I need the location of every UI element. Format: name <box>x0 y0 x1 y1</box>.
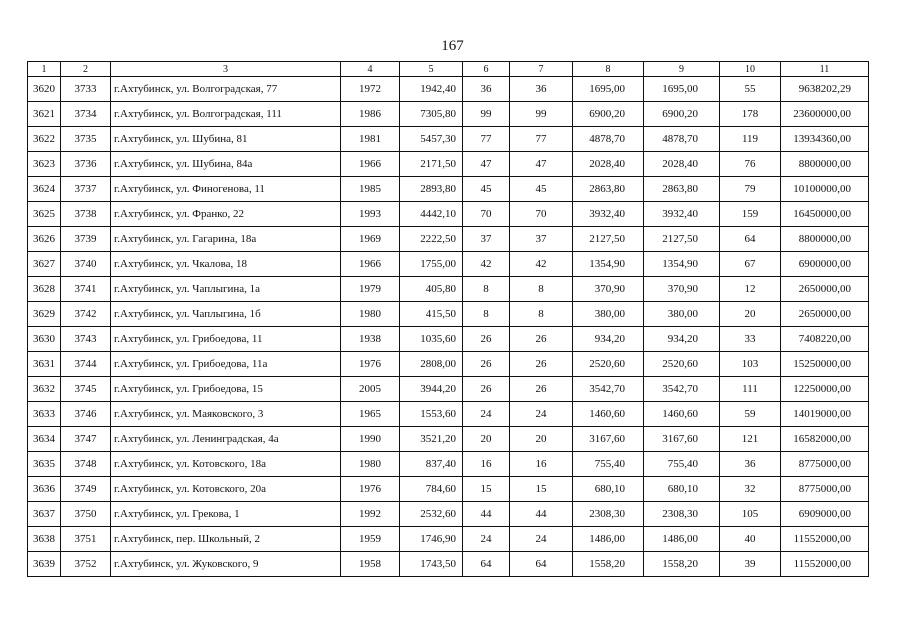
table-cell-col-8: 370,90 <box>573 277 644 302</box>
table-cell-col-5: 1755,00 <box>400 252 463 277</box>
table-cell-col-8: 680,10 <box>573 477 644 502</box>
table-cell-col-7: 44 <box>510 502 573 527</box>
table-cell-col-5: 1743,50 <box>400 552 463 577</box>
table-row <box>28 227 869 252</box>
table-row <box>28 327 869 352</box>
column-header-10: 10 <box>720 62 781 77</box>
table-row <box>28 202 869 227</box>
column-header-8: 8 <box>573 62 644 77</box>
table-cell-col-3: г.Ахтубинск, ул. Волгоградская, 111 <box>111 102 341 127</box>
table-cell-col-9: 934,20 <box>644 327 720 352</box>
table-cell-col-1: 3635 <box>28 452 61 477</box>
table-cell-col-7: 45 <box>510 177 573 202</box>
table-cell-col-8: 3932,40 <box>573 202 644 227</box>
table-cell-col-10: 12 <box>720 277 781 302</box>
table-cell-col-9: 1486,00 <box>644 527 720 552</box>
table-cell-col-7: 37 <box>510 227 573 252</box>
table-cell-col-2: 3737 <box>61 177 111 202</box>
table-cell-col-4: 1972 <box>341 77 400 102</box>
table-cell-col-2: 3748 <box>61 452 111 477</box>
table-cell-col-4: 1990 <box>341 427 400 452</box>
table-cell-col-11: 15250000,00 <box>781 352 869 377</box>
table-cell-col-7: 24 <box>510 527 573 552</box>
table-row <box>28 277 869 302</box>
table-cell-col-9: 1558,20 <box>644 552 720 577</box>
table-cell-col-5: 837,40 <box>400 452 463 477</box>
table-cell-col-3: г.Ахтубинск, ул. Чаплыгина, 1б <box>111 302 341 327</box>
column-header-9: 9 <box>644 62 720 77</box>
table-cell-col-1: 3639 <box>28 552 61 577</box>
table-cell-col-9: 2127,50 <box>644 227 720 252</box>
table-row <box>28 127 869 152</box>
table-row <box>28 152 869 177</box>
table-cell-col-5: 415,50 <box>400 302 463 327</box>
table-cell-col-1: 3625 <box>28 202 61 227</box>
table-cell-col-11: 8775000,00 <box>781 477 869 502</box>
table-cell-col-8: 4878,70 <box>573 127 644 152</box>
table-cell-col-5: 1746,90 <box>400 527 463 552</box>
table-cell-col-3: г.Ахтубинск, ул. Чкалова, 18 <box>111 252 341 277</box>
table-cell-col-3: г.Ахтубинск, ул. Шубина, 84а <box>111 152 341 177</box>
table-cell-col-4: 1976 <box>341 352 400 377</box>
table-cell-col-3: г.Ахтубинск, ул. Ленинградская, 4а <box>111 427 341 452</box>
table-cell-col-2: 3743 <box>61 327 111 352</box>
table-cell-col-8: 2520,60 <box>573 352 644 377</box>
table-cell-col-6: 45 <box>463 177 510 202</box>
table-cell-col-4: 1965 <box>341 402 400 427</box>
table-cell-col-9: 380,00 <box>644 302 720 327</box>
table-row <box>28 102 869 127</box>
table-cell-col-11: 12250000,00 <box>781 377 869 402</box>
table-cell-col-7: 26 <box>510 352 573 377</box>
table-cell-col-5: 2893,80 <box>400 177 463 202</box>
table-cell-col-10: 105 <box>720 502 781 527</box>
table-cell-col-11: 6900000,00 <box>781 252 869 277</box>
table-cell-col-8: 2127,50 <box>573 227 644 252</box>
table-cell-col-10: 178 <box>720 102 781 127</box>
table-cell-col-4: 1981 <box>341 127 400 152</box>
table-cell-col-7: 77 <box>510 127 573 152</box>
table-cell-col-4: 1980 <box>341 452 400 477</box>
table-cell-col-3: г.Ахтубинск, ул. Франко, 22 <box>111 202 341 227</box>
table-cell-col-1: 3627 <box>28 252 61 277</box>
table-cell-col-7: 20 <box>510 427 573 452</box>
table-cell-col-4: 1938 <box>341 327 400 352</box>
table-cell-col-2: 3741 <box>61 277 111 302</box>
table-cell-col-5: 1553,60 <box>400 402 463 427</box>
table-cell-col-2: 3745 <box>61 377 111 402</box>
table-cell-col-11: 16582000,00 <box>781 427 869 452</box>
table-cell-col-3: г.Ахтубинск, ул. Гагарина, 18а <box>111 227 341 252</box>
table-cell-col-4: 1966 <box>341 252 400 277</box>
table-cell-col-8: 934,20 <box>573 327 644 352</box>
table-row <box>28 552 869 577</box>
table-cell-col-9: 680,10 <box>644 477 720 502</box>
table-cell-col-11: 11552000,00 <box>781 552 869 577</box>
table-cell-col-2: 3734 <box>61 102 111 127</box>
column-header-11: 11 <box>781 62 869 77</box>
table-cell-col-5: 5457,30 <box>400 127 463 152</box>
table-cell-col-1: 3628 <box>28 277 61 302</box>
table-cell-col-10: 55 <box>720 77 781 102</box>
table-cell-col-6: 26 <box>463 352 510 377</box>
table-cell-col-10: 111 <box>720 377 781 402</box>
table-cell-col-7: 36 <box>510 77 573 102</box>
table-row <box>28 252 869 277</box>
table-cell-col-6: 37 <box>463 227 510 252</box>
table-cell-col-4: 1992 <box>341 502 400 527</box>
table-cell-col-6: 8 <box>463 277 510 302</box>
table-row <box>28 377 869 402</box>
table-cell-col-1: 3629 <box>28 302 61 327</box>
table-cell-col-2: 3751 <box>61 527 111 552</box>
table-cell-col-9: 3932,40 <box>644 202 720 227</box>
table-cell-col-6: 24 <box>463 527 510 552</box>
table-cell-col-3: г.Ахтубинск, ул. Жуковского, 9 <box>111 552 341 577</box>
table-cell-col-8: 2863,80 <box>573 177 644 202</box>
table-row <box>28 427 869 452</box>
table-cell-col-10: 119 <box>720 127 781 152</box>
table-cell-col-9: 1460,60 <box>644 402 720 427</box>
table-cell-col-4: 1959 <box>341 527 400 552</box>
table-cell-col-5: 1942,40 <box>400 77 463 102</box>
table-row <box>28 452 869 477</box>
column-header-5: 5 <box>400 62 463 77</box>
table-cell-col-10: 121 <box>720 427 781 452</box>
table-row <box>28 77 869 102</box>
table-cell-col-7: 24 <box>510 402 573 427</box>
table-cell-col-1: 3638 <box>28 527 61 552</box>
table-cell-col-2: 3749 <box>61 477 111 502</box>
table-cell-col-5: 2532,60 <box>400 502 463 527</box>
table-cell-col-6: 47 <box>463 152 510 177</box>
table-cell-col-11: 14019000,00 <box>781 402 869 427</box>
table-cell-col-9: 370,90 <box>644 277 720 302</box>
table-cell-col-1: 3636 <box>28 477 61 502</box>
table-cell-col-10: 159 <box>720 202 781 227</box>
table-cell-col-4: 1985 <box>341 177 400 202</box>
table-cell-col-1: 3637 <box>28 502 61 527</box>
table-cell-col-11: 16450000,00 <box>781 202 869 227</box>
table-cell-col-3: г.Ахтубинск, ул. Грибоедова, 11а <box>111 352 341 377</box>
table-cell-col-5: 784,60 <box>400 477 463 502</box>
table-cell-col-9: 2308,30 <box>644 502 720 527</box>
table-cell-col-6: 36 <box>463 77 510 102</box>
table-cell-col-2: 3733 <box>61 77 111 102</box>
table-cell-col-7: 26 <box>510 327 573 352</box>
table-cell-col-5: 2171,50 <box>400 152 463 177</box>
column-header-2: 2 <box>61 62 111 77</box>
table-cell-col-2: 3738 <box>61 202 111 227</box>
table-cell-col-9: 2520,60 <box>644 352 720 377</box>
table-cell-col-5: 2808,00 <box>400 352 463 377</box>
column-header-3: 3 <box>111 62 341 77</box>
table-cell-col-3: г.Ахтубинск, ул. Финогенова, 11 <box>111 177 341 202</box>
table-cell-col-11: 6909000,00 <box>781 502 869 527</box>
table-cell-col-1: 3622 <box>28 127 61 152</box>
table-cell-col-7: 15 <box>510 477 573 502</box>
table-cell-col-3: г.Ахтубинск, ул. Шубина, 81 <box>111 127 341 152</box>
table-cell-col-11: 7408220,00 <box>781 327 869 352</box>
table-cell-col-8: 1354,90 <box>573 252 644 277</box>
table-cell-col-7: 42 <box>510 252 573 277</box>
table-cell-col-9: 6900,20 <box>644 102 720 127</box>
table-cell-col-5: 2222,50 <box>400 227 463 252</box>
register-table <box>27 61 869 577</box>
table-cell-col-7: 47 <box>510 152 573 177</box>
table-cell-col-1: 3621 <box>28 102 61 127</box>
header-row <box>28 62 869 77</box>
table-row <box>28 302 869 327</box>
table-cell-col-8: 380,00 <box>573 302 644 327</box>
table-cell-col-3: г.Ахтубинск, ул. Грекова, 1 <box>111 502 341 527</box>
table-header <box>28 62 869 77</box>
table-cell-col-6: 77 <box>463 127 510 152</box>
table-cell-col-6: 44 <box>463 502 510 527</box>
table-cell-col-6: 26 <box>463 377 510 402</box>
table-cell-col-6: 99 <box>463 102 510 127</box>
table-cell-col-6: 70 <box>463 202 510 227</box>
table-cell-col-8: 1558,20 <box>573 552 644 577</box>
table-cell-col-3: г.Ахтубинск, пер. Школьный, 2 <box>111 527 341 552</box>
table-cell-col-9: 1354,90 <box>644 252 720 277</box>
table-cell-col-2: 3744 <box>61 352 111 377</box>
table-cell-col-7: 64 <box>510 552 573 577</box>
table-cell-col-9: 3167,60 <box>644 427 720 452</box>
table-cell-col-3: г.Ахтубинск, ул. Котовского, 18а <box>111 452 341 477</box>
table-body <box>28 77 869 577</box>
table-cell-col-1: 3620 <box>28 77 61 102</box>
table-row <box>28 177 869 202</box>
table-row <box>28 477 869 502</box>
table-cell-col-1: 3634 <box>28 427 61 452</box>
table-cell-col-2: 3746 <box>61 402 111 427</box>
table-row <box>28 502 869 527</box>
table-cell-col-6: 26 <box>463 327 510 352</box>
table-cell-col-6: 15 <box>463 477 510 502</box>
table-cell-col-1: 3631 <box>28 352 61 377</box>
table-cell-col-3: г.Ахтубинск, ул. Грибоедова, 15 <box>111 377 341 402</box>
table-cell-col-6: 64 <box>463 552 510 577</box>
table-cell-col-2: 3736 <box>61 152 111 177</box>
table-cell-col-1: 3624 <box>28 177 61 202</box>
table-cell-col-3: г.Ахтубинск, ул. Чаплыгина, 1а <box>111 277 341 302</box>
table-cell-col-4: 2005 <box>341 377 400 402</box>
table-cell-col-11: 10100000,00 <box>781 177 869 202</box>
table-cell-col-10: 64 <box>720 227 781 252</box>
table-cell-col-6: 8 <box>463 302 510 327</box>
table-cell-col-4: 1986 <box>341 102 400 127</box>
table-cell-col-4: 1958 <box>341 552 400 577</box>
table-cell-col-11: 2650000,00 <box>781 277 869 302</box>
table-cell-col-4: 1980 <box>341 302 400 327</box>
table-cell-col-5: 3944,20 <box>400 377 463 402</box>
table-cell-col-10: 59 <box>720 402 781 427</box>
table-cell-col-7: 99 <box>510 102 573 127</box>
table-cell-col-9: 2863,80 <box>644 177 720 202</box>
table-cell-col-11: 11552000,00 <box>781 527 869 552</box>
table-cell-col-11: 8800000,00 <box>781 227 869 252</box>
table-cell-col-1: 3633 <box>28 402 61 427</box>
table-cell-col-3: г.Ахтубинск, ул. Волгоградская, 77 <box>111 77 341 102</box>
table-cell-col-8: 1460,60 <box>573 402 644 427</box>
table-cell-col-8: 6900,20 <box>573 102 644 127</box>
table-cell-col-10: 33 <box>720 327 781 352</box>
table-cell-col-3: г.Ахтубинск, ул. Грибоедова, 11 <box>111 327 341 352</box>
table-cell-col-4: 1979 <box>341 277 400 302</box>
table-cell-col-5: 3521,20 <box>400 427 463 452</box>
table-cell-col-10: 76 <box>720 152 781 177</box>
table-cell-col-10: 79 <box>720 177 781 202</box>
table-cell-col-2: 3742 <box>61 302 111 327</box>
table-cell-col-9: 4878,70 <box>644 127 720 152</box>
table-cell-col-8: 755,40 <box>573 452 644 477</box>
table-cell-col-6: 16 <box>463 452 510 477</box>
table-cell-col-5: 1035,60 <box>400 327 463 352</box>
table-cell-col-8: 1695,00 <box>573 77 644 102</box>
table-cell-col-7: 8 <box>510 302 573 327</box>
column-header-1: 1 <box>28 62 61 77</box>
table-cell-col-10: 67 <box>720 252 781 277</box>
table-cell-col-2: 3735 <box>61 127 111 152</box>
table-cell-col-10: 20 <box>720 302 781 327</box>
table-cell-col-1: 3632 <box>28 377 61 402</box>
table-cell-col-10: 40 <box>720 527 781 552</box>
table-cell-col-9: 755,40 <box>644 452 720 477</box>
table-cell-col-11: 2650000,00 <box>781 302 869 327</box>
table-cell-col-11: 8800000,00 <box>781 152 869 177</box>
table-cell-col-8: 3167,60 <box>573 427 644 452</box>
table-cell-col-9: 2028,40 <box>644 152 720 177</box>
table-cell-col-8: 2028,40 <box>573 152 644 177</box>
table-cell-col-7: 26 <box>510 377 573 402</box>
table-cell-col-5: 405,80 <box>400 277 463 302</box>
table-cell-col-1: 3626 <box>28 227 61 252</box>
column-header-7: 7 <box>510 62 573 77</box>
table-cell-col-10: 32 <box>720 477 781 502</box>
table-cell-col-4: 1966 <box>341 152 400 177</box>
column-header-4: 4 <box>341 62 400 77</box>
table-cell-col-4: 1969 <box>341 227 400 252</box>
table-cell-col-4: 1976 <box>341 477 400 502</box>
table-cell-col-6: 20 <box>463 427 510 452</box>
column-header-6: 6 <box>463 62 510 77</box>
table-cell-col-9: 3542,70 <box>644 377 720 402</box>
table-cell-col-8: 1486,00 <box>573 527 644 552</box>
table-cell-col-2: 3740 <box>61 252 111 277</box>
table-cell-col-7: 70 <box>510 202 573 227</box>
table-cell-col-1: 3630 <box>28 327 61 352</box>
table-cell-col-2: 3747 <box>61 427 111 452</box>
page-number: 167 <box>441 38 464 54</box>
table-cell-col-8: 3542,70 <box>573 377 644 402</box>
table-cell-col-2: 3739 <box>61 227 111 252</box>
table-cell-col-3: г.Ахтубинск, ул. Маяковского, 3 <box>111 402 341 427</box>
table-cell-col-5: 4442,10 <box>400 202 463 227</box>
table-cell-col-7: 16 <box>510 452 573 477</box>
table-cell-col-10: 39 <box>720 552 781 577</box>
table-cell-col-11: 23600000,00 <box>781 102 869 127</box>
table-cell-col-7: 8 <box>510 277 573 302</box>
table-cell-col-11: 9638202,29 <box>781 77 869 102</box>
table-row <box>28 527 869 552</box>
table-cell-col-11: 13934360,00 <box>781 127 869 152</box>
table-cell-col-4: 1993 <box>341 202 400 227</box>
table-cell-col-2: 3750 <box>61 502 111 527</box>
table-cell-col-2: 3752 <box>61 552 111 577</box>
table-row <box>28 352 869 377</box>
table-cell-col-9: 1695,00 <box>644 77 720 102</box>
table-cell-col-11: 8775000,00 <box>781 452 869 477</box>
table-cell-col-10: 36 <box>720 452 781 477</box>
table-cell-col-1: 3623 <box>28 152 61 177</box>
table-cell-col-8: 2308,30 <box>573 502 644 527</box>
table-cell-col-6: 42 <box>463 252 510 277</box>
table-cell-col-5: 7305,80 <box>400 102 463 127</box>
table-row <box>28 402 869 427</box>
table-cell-col-3: г.Ахтубинск, ул. Котовского, 20а <box>111 477 341 502</box>
table-cell-col-6: 24 <box>463 402 510 427</box>
table-cell-col-10: 103 <box>720 352 781 377</box>
